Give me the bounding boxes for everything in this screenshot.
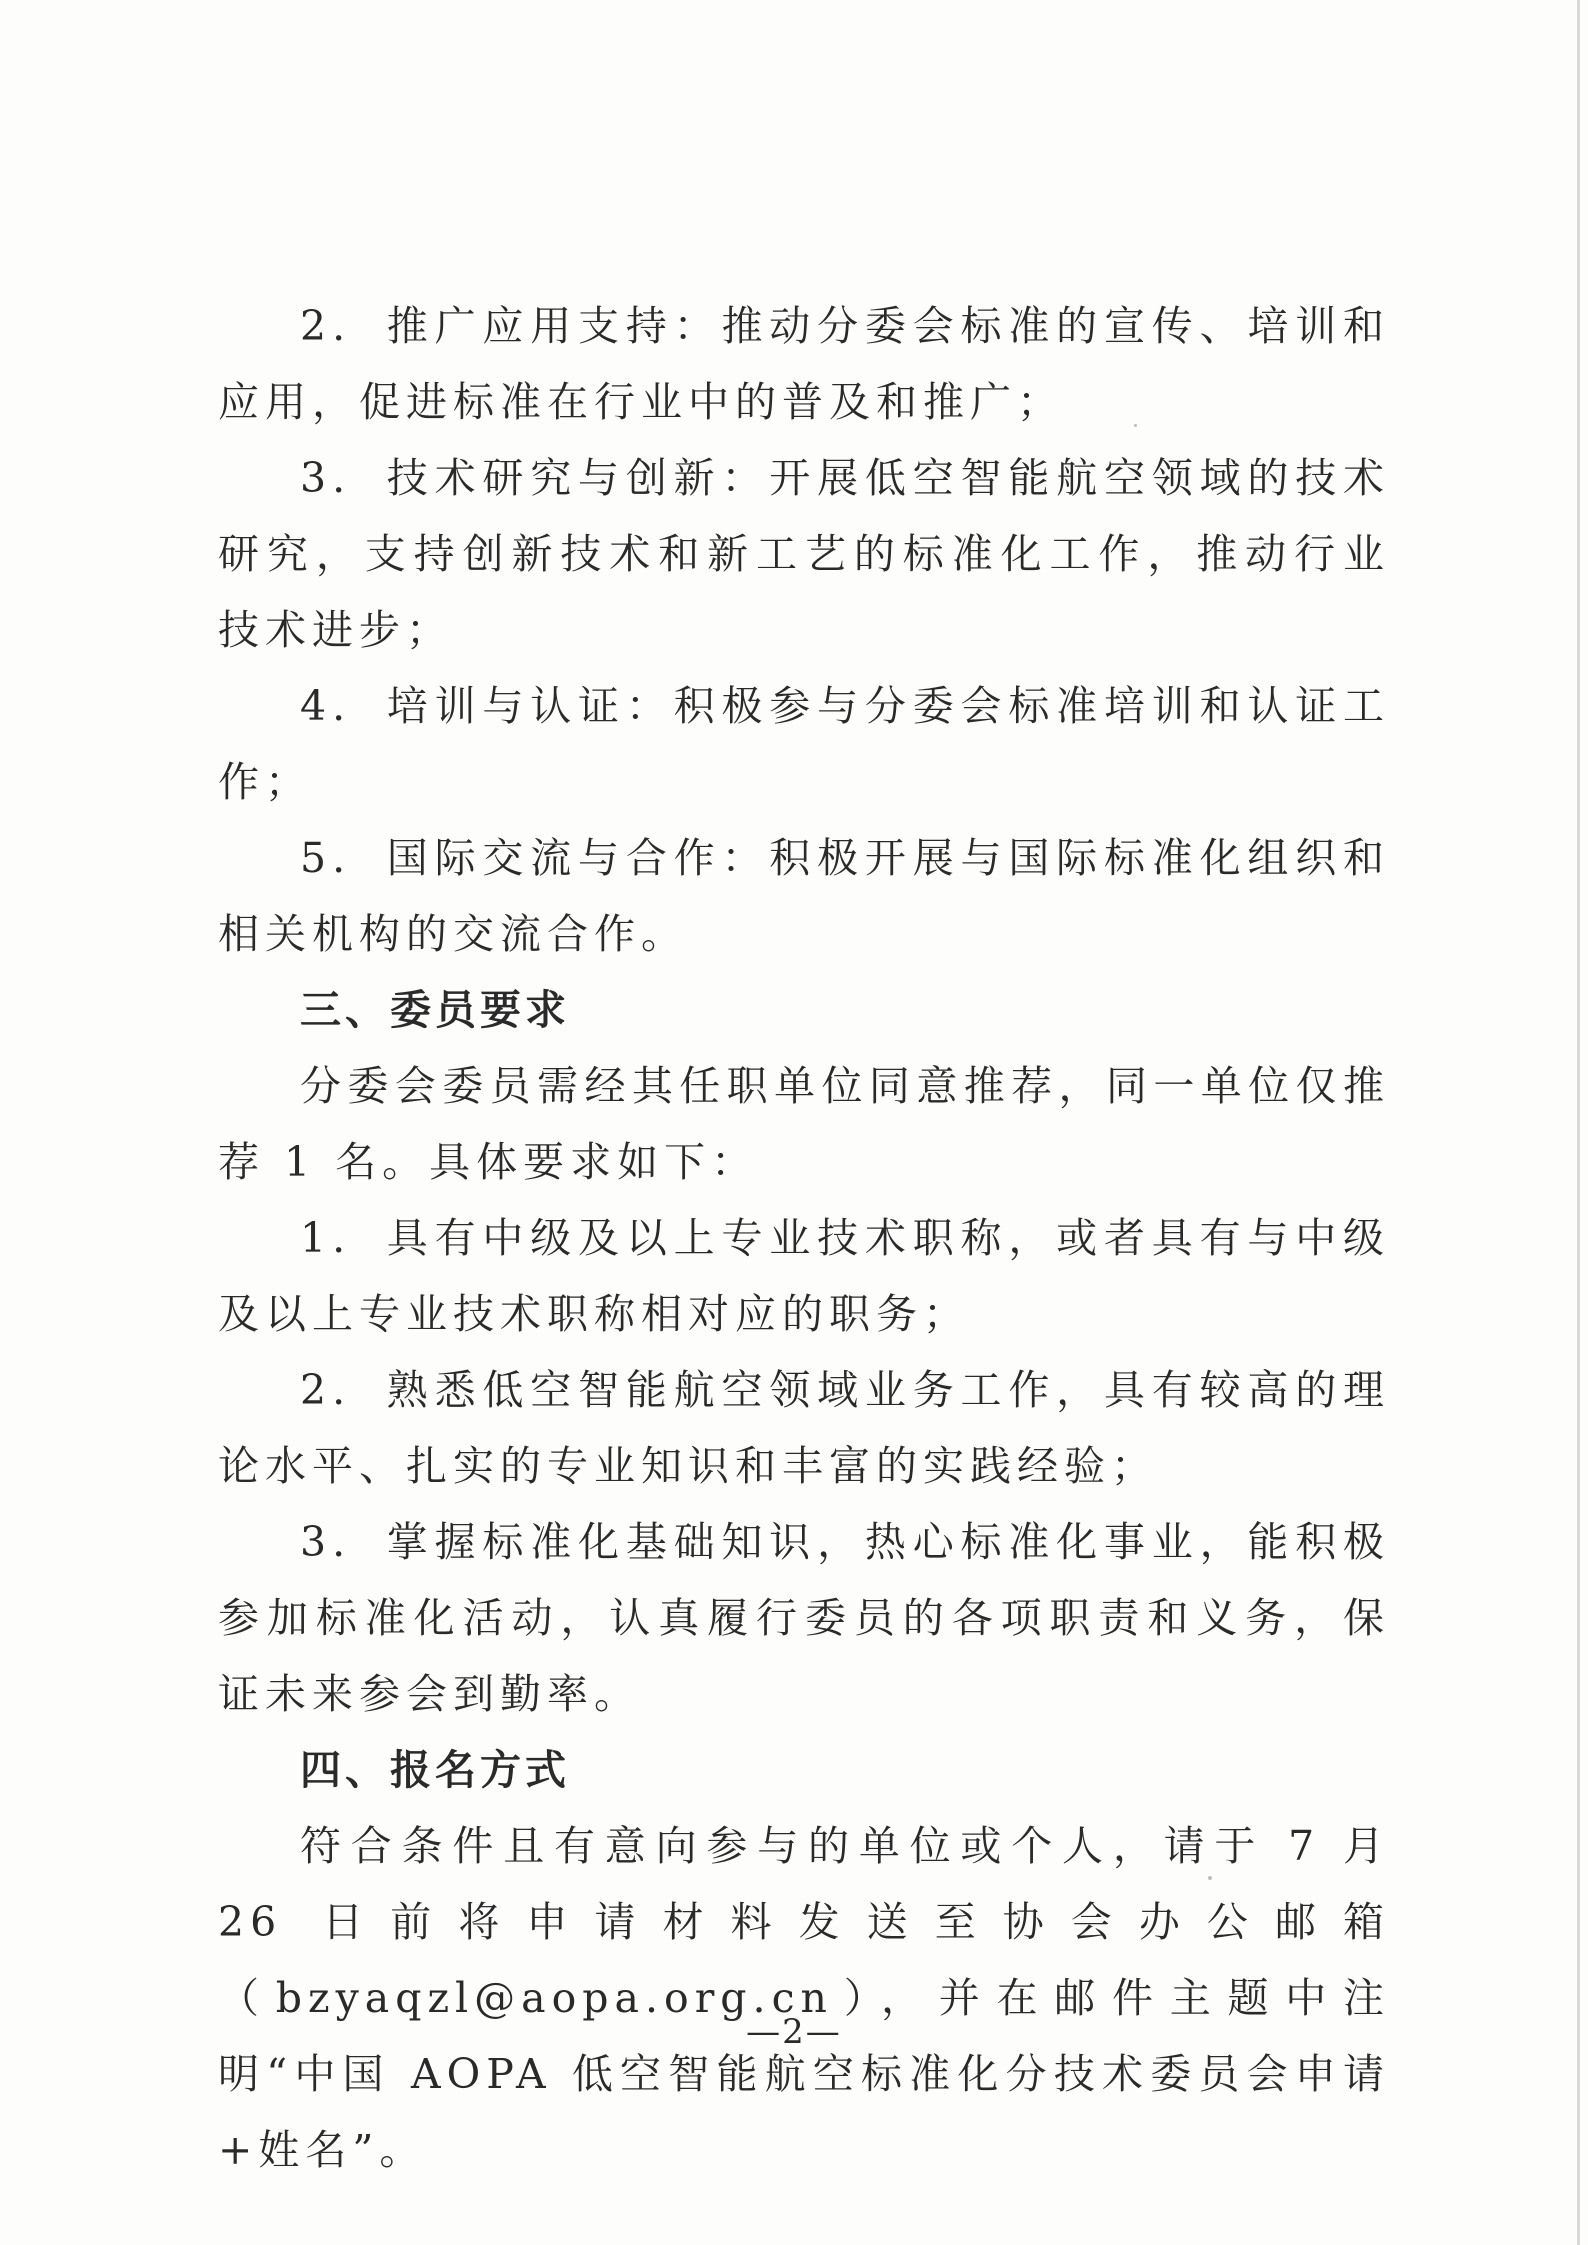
item-text: 国际交流与合作：积极开展与国际标准化组织和相关机构的交流合作。 (218, 834, 1390, 958)
item-text: 掌握标准化基础知识，热心标准化事业，能积极参加标准化活动，认真履行委员的各项职责和义务，保证未来参会到勤率。 (218, 1518, 1390, 1718)
item-number: 4. (300, 682, 352, 730)
item-number: 5. (300, 834, 352, 882)
section-heading: 四、报名方式 (300, 1746, 570, 1794)
item-text: 具有中级及以上专业技术职称，或者具有与中级及以上专业技术职称相对应的职务； (218, 1214, 1390, 1338)
list-item (218, 820, 1390, 972)
page-number: —2— (746, 2012, 842, 2052)
item-number: 2. (300, 1366, 352, 1414)
item-number: 2. (300, 302, 352, 350)
list-item (218, 288, 1390, 440)
item-text: 推广应用支持：推动分委会标准的宣传、培训和应用，促进标准在行业中的普及和推广； (218, 302, 1390, 426)
section-body: 符合条件且有意向参与的单位或个人，请于 7 月 26 日前将申请材料发送至协会办公邮箱（bzyaqzl@aopa.org.cn），并在邮件主题中注明“中国 AOPA 低空智能航空标准化分技术委员会申请+姓名”。 (218, 1822, 1390, 2174)
list-item (218, 1200, 1390, 1352)
item-text: 熟悉低空智能航空领域业务工作，具有较高的理论水平、扎实的专业知识和丰富的实践经验； (218, 1366, 1390, 1490)
item-number: 3. (300, 454, 352, 502)
item-text: 培训与认证：积极参与分委会标准培训和认证工作； (218, 682, 1390, 806)
section-intro: 分委会委员需经其任职单位同意推荐，同一单位仅推荐 1 名。具体要求如下： (218, 1062, 1390, 1186)
list-item (218, 440, 1390, 668)
list-item (218, 668, 1390, 820)
item-number: 1. (300, 1214, 352, 1262)
section-heading: 三、委员要求 (300, 986, 570, 1034)
list-item (218, 1504, 1390, 1732)
item-number: 3. (300, 1518, 352, 1566)
scan-edge-line (1577, 0, 1580, 2245)
list-item (218, 1352, 1390, 1504)
item-text: 技术研究与创新：开展低空智能航空领域的技术研究，支持创新技术和新工艺的标准化工作，推动行业技术进步； (218, 454, 1390, 654)
document-body (218, 288, 1390, 2188)
